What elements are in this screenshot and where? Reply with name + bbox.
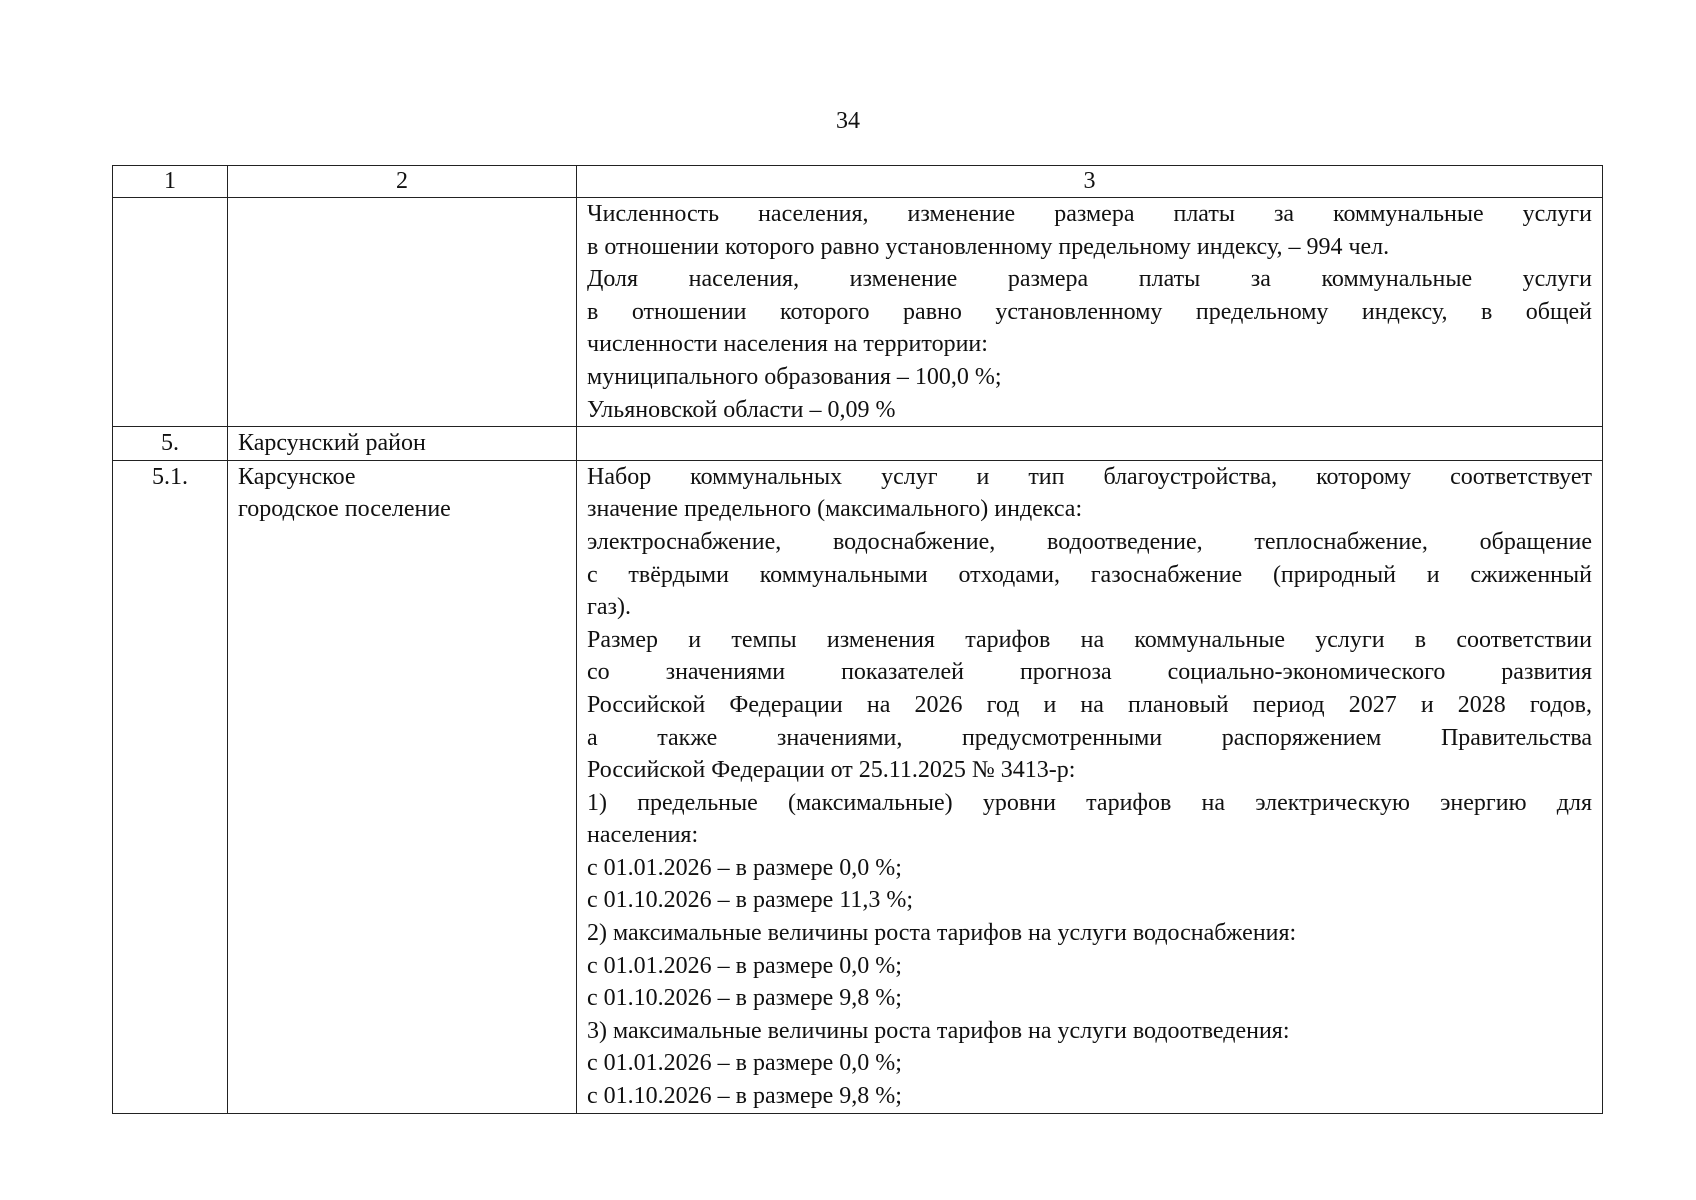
text-line: в отношении которого равно установленному предельному индексу, в общей <box>587 298 1592 325</box>
text-line: Российской Федерации на 2026 год и на плановый период 2027 и 2028 годов, <box>587 691 1592 718</box>
list-item: с 01.01.2026 – в размере 0,0 %; <box>587 1050 902 1077</box>
name-line: Карсунское <box>238 463 356 490</box>
cell-description <box>577 427 1603 461</box>
column-header-3: 3 <box>577 166 1603 198</box>
table-row-settlement <box>113 460 1603 1113</box>
column-header-2: 2 <box>228 166 577 198</box>
table-row-continuation <box>113 198 1603 427</box>
page-number: 34 <box>836 108 860 134</box>
text-line: с твёрдыми коммунальными отходами, газоснабжение (природный и сжиженный <box>587 561 1592 588</box>
tariff-table <box>112 165 1603 1114</box>
text-line: а также значениями, предусмотренными распоряжением Правительства <box>587 724 1592 751</box>
list-item: Ульяновской области – 0,09 % <box>587 396 896 423</box>
name-line: городское поселение <box>238 496 451 523</box>
text-line: Численность населения, изменение размера платы за коммунальные услуги <box>587 201 1592 227</box>
text-line: значение предельного (максимального) индекса: <box>587 496 1083 523</box>
list-item: с 01.01.2026 – в размере 0,0 %; <box>587 854 902 881</box>
list-item: с 01.01.2026 – в размере 0,0 %; <box>587 952 902 979</box>
column-header-1: 1 <box>113 166 228 198</box>
text-line: Размер и темпы изменения тарифов на коммунальные услуги в соответствии <box>587 626 1592 653</box>
text-line: в отношении которого равно установленному предельному индексу, – 994 чел. <box>587 233 1390 260</box>
paragraph-population-count <box>587 198 1592 263</box>
cell-description <box>577 460 1603 1113</box>
text-line: населения: <box>587 822 699 849</box>
text-line: электроснабжение, водоснабжение, водоотведение, теплоснабжение, обращение <box>587 528 1592 555</box>
cell-number: 5. <box>113 427 228 461</box>
text-line: Российской Федерации от 25.11.2025 № 3413-р: <box>587 757 1076 784</box>
list-item: 3) максимальные величины роста тарифов на услуги водоотведения: <box>587 1017 1290 1044</box>
list-item: с 01.10.2026 – в размере 9,8 %; <box>587 985 902 1012</box>
list-item: с 01.10.2026 – в размере 11,3 %; <box>587 887 914 914</box>
cell-description <box>577 198 1603 427</box>
list-item: муниципального образования – 100,0 %; <box>587 363 1002 390</box>
text-line: Доля населения, изменение размера платы за коммунальные услуги <box>587 266 1592 293</box>
cell-number <box>113 198 228 427</box>
list-item: 2) максимальные величины роста тарифов на услуги водоснабжения: <box>587 920 1297 947</box>
paragraph-population-share <box>587 263 1592 361</box>
cell-name <box>228 460 577 1113</box>
text-line: газ). <box>587 594 631 621</box>
cell-name <box>228 198 577 427</box>
table-row-district <box>113 427 1603 461</box>
table-header-row <box>113 166 1603 198</box>
list-item: с 01.10.2026 – в размере 9,8 %; <box>587 1083 902 1110</box>
text-line: численности населения на территории: <box>587 331 988 358</box>
text-line: со значениями показателей прогноза социально-экономического развития <box>587 659 1592 686</box>
cell-number: 5.1. <box>113 460 228 1113</box>
cell-name: Карсунский район <box>228 427 577 461</box>
text-line: 1) предельные (максимальные) уровни тарифов на электрическую энергию для <box>587 789 1592 816</box>
text-line: Набор коммунальных услуг и тип благоустройства, которому соответствует <box>587 463 1592 490</box>
